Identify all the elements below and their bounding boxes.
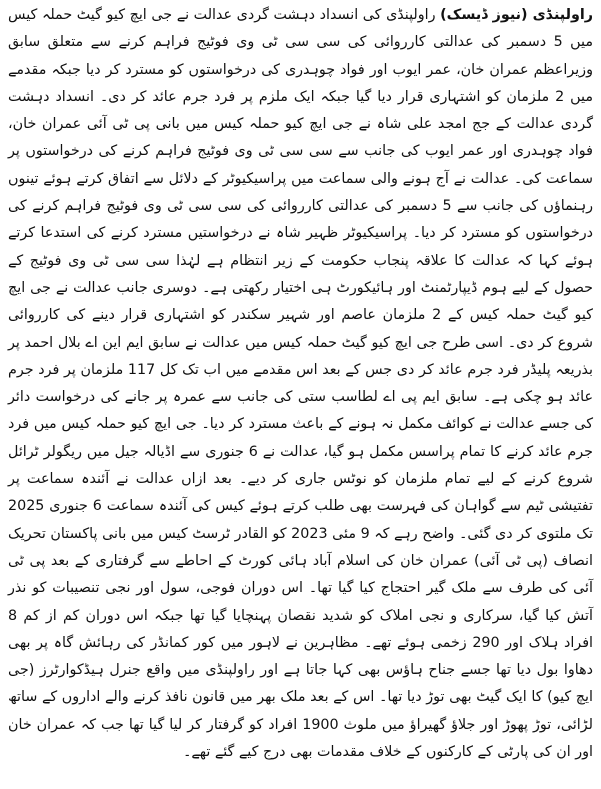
article-paragraph — [8, 2, 593, 766]
article-body: راولپنڈی کی انسداد دہشت گردی عدالت نے جی ایچ کیو گیٹ حملہ کیس میں 5 دسمبر کی عدالتی کارروائی کی سی سی ٹی وی فوٹیج فراہم کرنے سے متعلق سابق وزیراعظم عمران خان، عمر ایوب اور فواد چوہدری کی درخواستوں کو مسترد کر دیا جبکہ مقدمے میں 2 ملزمان کو اشتہاری قرار دیا گیا جبکہ ایک ملزم پر فرد جرم عائد کر دی۔ انسداد دہشت گردی عدالت کے جج امجد علی شاہ نے جی ایچ کیو حملہ کیس میں بانی پی ٹی آئی عمران خان، فواد چوہدری اور عمر ایوب کی جانب سے سی سی ٹی وی فوٹیج فراہم کرنے کی درخواستوں پر سماعت کی۔ عدالت نے آج ہونے والی سماعت میں پراسیکیوٹر کے دلائل سے اتفاق کرتے ہوئے تینوں رہنماؤں کی جانب سے 5 دسمبر کی عدالتی کارروائی کی سی سی ٹی وی فوٹیج فراہم کرنے کی درخواستوں کو مسترد کر دیا۔ پراسیکیوٹر ظہیر شاہ نے درخواستیں مسترد کرنے کی استدعا کرتے ہوئے کہا کہ عدالت کا علاقہ پنجاب حکومت کے زیر انتظام ہے لہٰذا سی سی ٹی وی فوٹیج کے حصول کے لیے ہوم ڈیپارٹمنٹ اور ہائیکورٹ ہی اختیار رکھتی ہے۔ دوسری جانب عدالت نے جی ایچ کیو گیٹ حملہ کیس کے 2 ملزمان عاصم اور شہیر سکندر کو اشتہاری قرار دینے کی کارروائی شروع کر دی۔ اسی طرح جی ایچ کیو گیٹ حملہ کیس میں عدالت نے سابق ایم این اے بلال احمد پر بذریعہ پلیڈر فرد جرم عائد کر دی جس کے بعد اس مقدمے میں اب تک کل 117 ملزمان پر فرد جرم عائد ہو چکی ہے۔ سابق ایم پی اے لطاسب ستی کی جانب سے عمرہ پر جانے کی درخواست دائر کی جسے عدالت نے کوائف مکمل نہ ہونے کے باعث مسترد کر دیا۔ جی ایچ کیو حملہ کیس میں فرد جرم عائد کرنے کا تمام پراسس مکمل ہو گیا، عدالت نے 6 جنوری سے اڈیالہ جیل میں ریگولر ٹرائل شروع کرنے کے لیے تمام ملزمان کو نوٹس جاری کر دیے۔ بعد ازاں عدالت نے آئندہ سماعت پر تفتیشی ٹیم سے گواہان کی فہرست بھی طلب کرتے ہوئے کیس کی آئندہ سماعت 6 جنوری 2025 تک ملتوی کر دی گئی۔ واضح رہے کہ 9 مئی 2023 کو القادر ٹرسٹ کیس میں بانی پاکستان تحریک انصاف (پی ٹی آئی) عمران خان کی اسلام آباد ہائی کورٹ کے احاطے سے گرفتاری کے بعد پی ٹی آئی کی طرف سے ملک گیر احتجاج کیا گیا تھا۔ اس دوران فوجی، سول اور نجی تنصیبات کو نذر آتش کیا گیا، سرکاری و نجی املاک کو شدید نقصان پہنچایا گیا تھا جبکہ اس دوران کم از کم 8 افراد ہلاک اور 290 زخمی ہوئے تھے۔ مظاہرین نے لاہور میں کور کمانڈر کی رہائش گاہ پر بھی دھاوا بول دیا تھا جسے جناح ہاؤس بھی کہا جاتا ہے اور راولپنڈی میں واقع جنرل ہیڈکوارٹرز (جی ایچ کیو) کا ایک گیٹ بھی توڑ دیا تھا۔ اس کے بعد ملک بھر میں قانون نافذ کرنے والے اداروں کے ساتھ لڑائی، توڑ پھوڑ اور جلاؤ گھیراؤ میں ملوث 1900 افراد کو گرفتار کر لیا گیا تھا جب کہ عمران خان اور ان کی پارٹی کے کارکنوں کے خلاف مقدمات بھی درج کیے گئے تھے۔ — [8, 7, 594, 761]
article-dateline: راولپنڈی (نیوز ڈیسک) — [440, 7, 593, 23]
